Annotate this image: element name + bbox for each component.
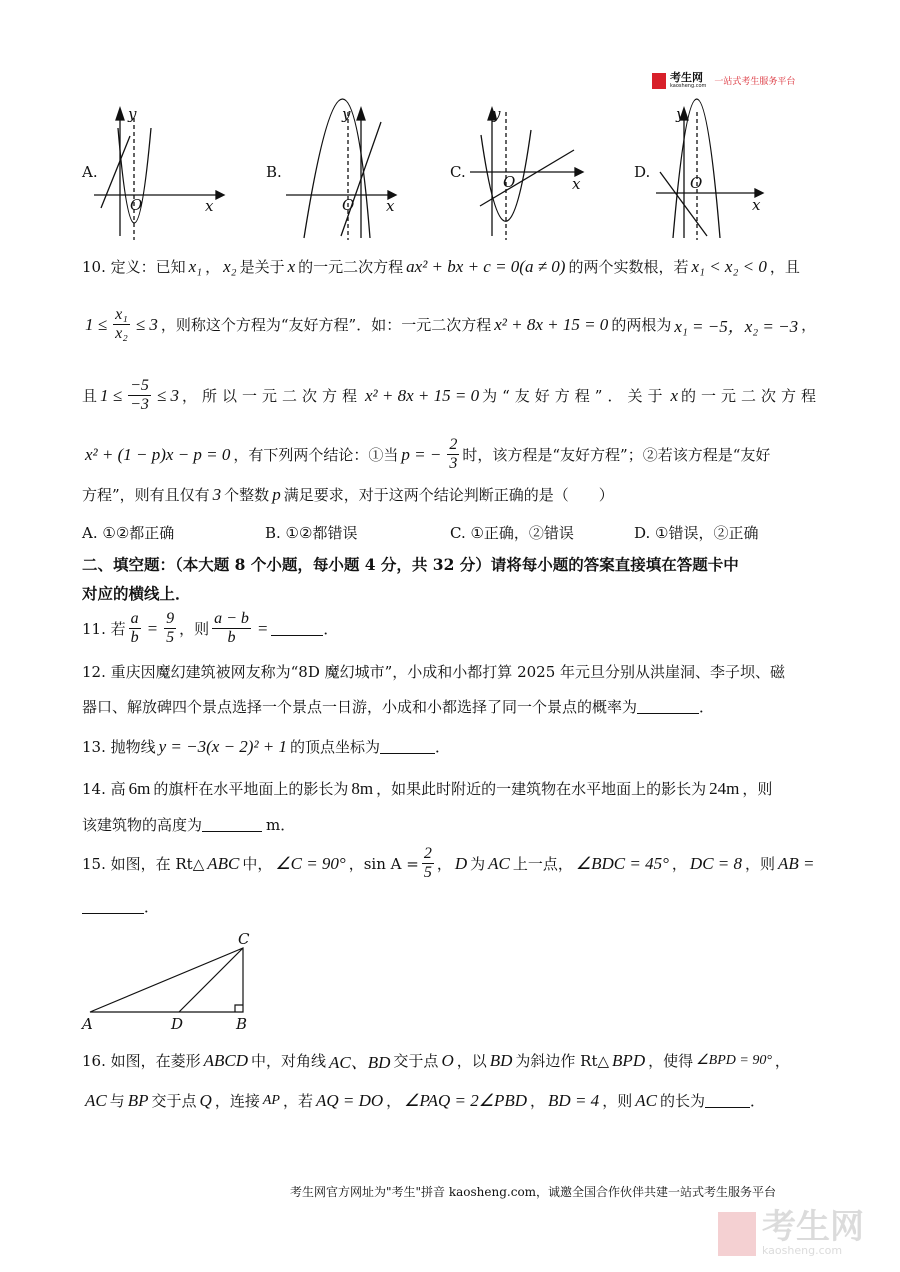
text: 的一元二次方程 (681, 387, 822, 405)
math: ABCD (203, 1050, 249, 1070)
q14-line1 (82, 778, 772, 799)
triangle-figure (0, 920, 300, 1040)
math: 3 (212, 484, 222, 504)
header-slogan: 一站式考生服务平台 (714, 77, 796, 87)
fraction (129, 610, 141, 647)
text: 10. 定义：已知 (82, 258, 186, 276)
math: AC (85, 1090, 107, 1110)
math: x² + 8x + 15 = 0 (494, 314, 609, 334)
section-heading: 对应的横线上． (82, 584, 191, 603)
math: Q (199, 1090, 212, 1110)
origin-label: O (503, 173, 516, 191)
answer-option: D. ①错误，②正确 (634, 524, 759, 542)
axis-label: x (752, 196, 761, 214)
text: ，且 (769, 258, 800, 276)
answer-option: C. ①正确，②错误 (450, 524, 574, 542)
text: 为 (470, 855, 486, 873)
graph-b (286, 99, 396, 240)
q10-line3 (82, 377, 821, 414)
vertex-label: D (171, 1015, 184, 1033)
math: x₁ < x₂ < 0 (691, 256, 767, 276)
fraction (447, 436, 459, 473)
math: 8m (351, 778, 374, 798)
axis-label: y (128, 105, 137, 123)
q16-line1 (82, 1048, 790, 1073)
logo-domain: kaosheng.com (670, 83, 707, 89)
text: ， (386, 1092, 402, 1110)
text: ， (774, 1052, 790, 1070)
text: ． (699, 698, 715, 716)
text: ． (144, 898, 160, 916)
text: ，则称这个方程为“友好方程”．如：一元二次方程 (160, 316, 492, 334)
text: ， (801, 316, 817, 334)
fraction (128, 377, 151, 414)
math: = (146, 618, 159, 638)
numerator: −5 (130, 377, 149, 394)
graph-d (656, 99, 763, 240)
graph-a (94, 108, 224, 240)
text: 为“友好方程”．关于 (482, 387, 668, 405)
math: AC (488, 853, 510, 873)
watermark-domain: kaosheng.com (762, 1244, 843, 1257)
math: O (441, 1050, 454, 1070)
watermark-logo-icon (718, 1212, 756, 1256)
math: BPD (612, 1050, 646, 1070)
origin-label: O (690, 174, 703, 192)
vertex-label: A (82, 1015, 93, 1033)
text: ，使得 (648, 1052, 694, 1070)
answer-blank[interactable] (380, 739, 435, 754)
math: AC (635, 1090, 657, 1110)
text: ， (205, 258, 221, 276)
text: ． (749, 1092, 765, 1110)
text: 的一元二次方程 (298, 258, 404, 276)
axis-label: y (342, 105, 351, 123)
math: p (272, 484, 281, 504)
text: 时，该方程是“友好方程”；②若该方程是“友好 (462, 446, 771, 464)
math: ≤ 3 (156, 385, 179, 405)
text: 的旗杆在水平地面上的影长为 (153, 780, 349, 798)
vertex-label: C (238, 930, 250, 948)
math: ∠BDC = 45° (575, 853, 669, 873)
fraction (212, 610, 251, 647)
math: x² + (1 − p)x − p = 0 (85, 444, 231, 464)
q14-line2 (82, 814, 295, 835)
q13 (82, 736, 450, 757)
answer-blank[interactable] (705, 1093, 750, 1108)
text: 中，对角线 (251, 1052, 327, 1070)
denominator: b (227, 629, 236, 646)
math: ABC (207, 853, 240, 873)
math: ax² + bx + c = 0(a ≠ 0) (406, 256, 566, 276)
q15-line1 (82, 845, 818, 882)
watermark (718, 1207, 864, 1257)
text: 16. 如图，在菱形 (82, 1052, 201, 1070)
watermark-name: 考生网 (762, 1207, 864, 1247)
numerator: 2 (423, 845, 432, 862)
math: ≤ 3 (135, 314, 158, 334)
numerator: 2 (449, 436, 458, 453)
math: p = − (401, 444, 442, 464)
graph-c (470, 108, 583, 240)
vertex-label: B (236, 1015, 248, 1033)
graph-option-label: D. (634, 163, 651, 181)
denominator: x₂ (115, 325, 128, 342)
text: m． (266, 816, 296, 834)
fraction (164, 610, 176, 647)
text: 的顶点坐标为 (290, 738, 381, 756)
text: ，如果此时附近的一建筑物在水平地面上的影长为 (376, 780, 707, 798)
math: AP (262, 1092, 280, 1108)
text: ． (323, 620, 339, 638)
denominator: 5 (166, 629, 175, 646)
axis-label: x (205, 197, 214, 215)
text: 为斜边作 Rt△ (515, 1052, 610, 1070)
math: ∠PAQ = 2∠PBD (404, 1090, 528, 1110)
answer-option: B. ①②都错误 (265, 524, 358, 542)
text: ，所以一元二次方程 (182, 387, 363, 405)
fraction (113, 306, 130, 343)
math: x (670, 385, 679, 405)
answer-blank[interactable] (202, 817, 262, 832)
math: x (287, 256, 296, 276)
graph-option-label: C. (450, 163, 466, 181)
text: ， (671, 855, 687, 873)
text: 上一点， (512, 855, 573, 873)
axis-label: x (386, 197, 395, 215)
answer-blank[interactable] (271, 621, 323, 636)
text: 的两根为 (611, 316, 672, 334)
q16-line2 (82, 1090, 765, 1111)
q10-line4 (82, 436, 770, 473)
denominator: b (130, 629, 139, 646)
text: 的两个实数根，若 (568, 258, 689, 276)
math: = (256, 618, 269, 638)
text: 器口、解放碑四个景点选择一个景点一日游，小成和小都选择了同一个景点的概率为 (82, 698, 638, 716)
text: 13. 抛物线 (82, 738, 156, 756)
numerator: 9 (166, 610, 175, 627)
math: 1 ≤ (100, 385, 123, 405)
answer-blank[interactable] (82, 899, 144, 914)
math: y = −3(x − 2)² + 1 (158, 736, 288, 756)
answer-blank[interactable] (637, 699, 699, 714)
text: 是关于 (239, 258, 285, 276)
page-footer: 考生网官方网址为"考生"拼音 kaosheng.com，诚邀全国合作伙伴共建一站式考生服务平台 (290, 1185, 777, 1199)
math: 1 ≤ (85, 314, 108, 334)
q11 (82, 610, 338, 647)
text: 交于点 (393, 1052, 439, 1070)
math: 24m (709, 778, 740, 798)
math: x₁ (188, 256, 203, 276)
axis-label: x (572, 175, 581, 193)
math: BD (489, 1050, 513, 1070)
axis-label: y (492, 105, 501, 123)
numerator: a − b (214, 610, 249, 627)
answer-option: A. ①②都正确 (82, 524, 175, 542)
text: ，连接 (214, 1092, 260, 1110)
text: 14. 高 (82, 780, 126, 798)
text: ，则 (179, 620, 210, 638)
q10-line1 (82, 256, 800, 277)
text: 交于点 (151, 1092, 197, 1110)
q12-line2 (82, 696, 714, 717)
text: 方程”，则有且仅有 (82, 486, 210, 504)
axis-label: y (676, 105, 685, 123)
text: ． (435, 738, 451, 756)
q10-line2 (82, 306, 816, 343)
denominator: 3 (449, 455, 458, 472)
denominator: −3 (130, 396, 149, 413)
fraction (422, 845, 434, 882)
text: 与 (109, 1092, 125, 1110)
text: 中， (242, 855, 273, 873)
text: ，以 (456, 1052, 487, 1070)
graph-option-label: A. (82, 163, 98, 181)
text: 且 (82, 387, 98, 405)
math: x² + 8x + 15 = 0 (365, 385, 480, 405)
math: BP (127, 1090, 149, 1110)
math: 6m (128, 778, 151, 798)
math: AB = (778, 853, 815, 873)
text: 的长为 (659, 1092, 705, 1110)
text: ，sin A = (348, 855, 419, 873)
text: ，若 (282, 1092, 313, 1110)
numerator: x₁ (115, 306, 128, 323)
text: ，有下列两个结论：①当 (233, 446, 399, 464)
numerator: a (130, 610, 139, 627)
math: AC、BD (329, 1053, 391, 1072)
text: ，则 (742, 780, 773, 798)
math: x₂ (223, 256, 237, 276)
graph-option-label: B. (266, 163, 282, 181)
text: ， (436, 855, 452, 873)
text: 个整数 (224, 486, 270, 504)
math: D (454, 853, 468, 873)
text: ， (530, 1092, 546, 1110)
section-heading: 二、填空题：（本大题 8 个小题，每小题 4 分，共 32 分）请将每小题的答案直接填在答题卡中 (82, 555, 739, 574)
text: 该建筑物的高度为 (82, 816, 203, 834)
text: 15. 如图，在 Rt△ (82, 855, 205, 873)
text: ，则 (602, 1092, 633, 1110)
math: DC = 8 (689, 853, 743, 873)
origin-label: O (130, 196, 143, 214)
origin-label: O (342, 196, 355, 214)
math: ∠C = 90° (275, 853, 346, 873)
math: x₁ = −5，x₂ = −3 (674, 317, 799, 336)
text: 11. 若 (82, 620, 126, 638)
text: ，则 (745, 855, 776, 873)
logo-name: 考生网 (670, 71, 703, 84)
q15-line2 (82, 896, 159, 917)
text: 满足要求，对于这两个结论判断正确的是（ ） (283, 486, 614, 504)
q12-line1: 12. 重庆因魔幻建筑被网友称为“8D 魔幻城市”，小成和小都打算 2025 年元旦分别从洪崖洞、李子坝、磁 (82, 663, 786, 681)
math: AQ = DO (315, 1090, 384, 1110)
q10-line5 (82, 484, 614, 505)
denominator: 5 (423, 864, 432, 881)
math: BD = 4 (548, 1090, 600, 1110)
math: ∠BPD = 90° (696, 1053, 772, 1068)
